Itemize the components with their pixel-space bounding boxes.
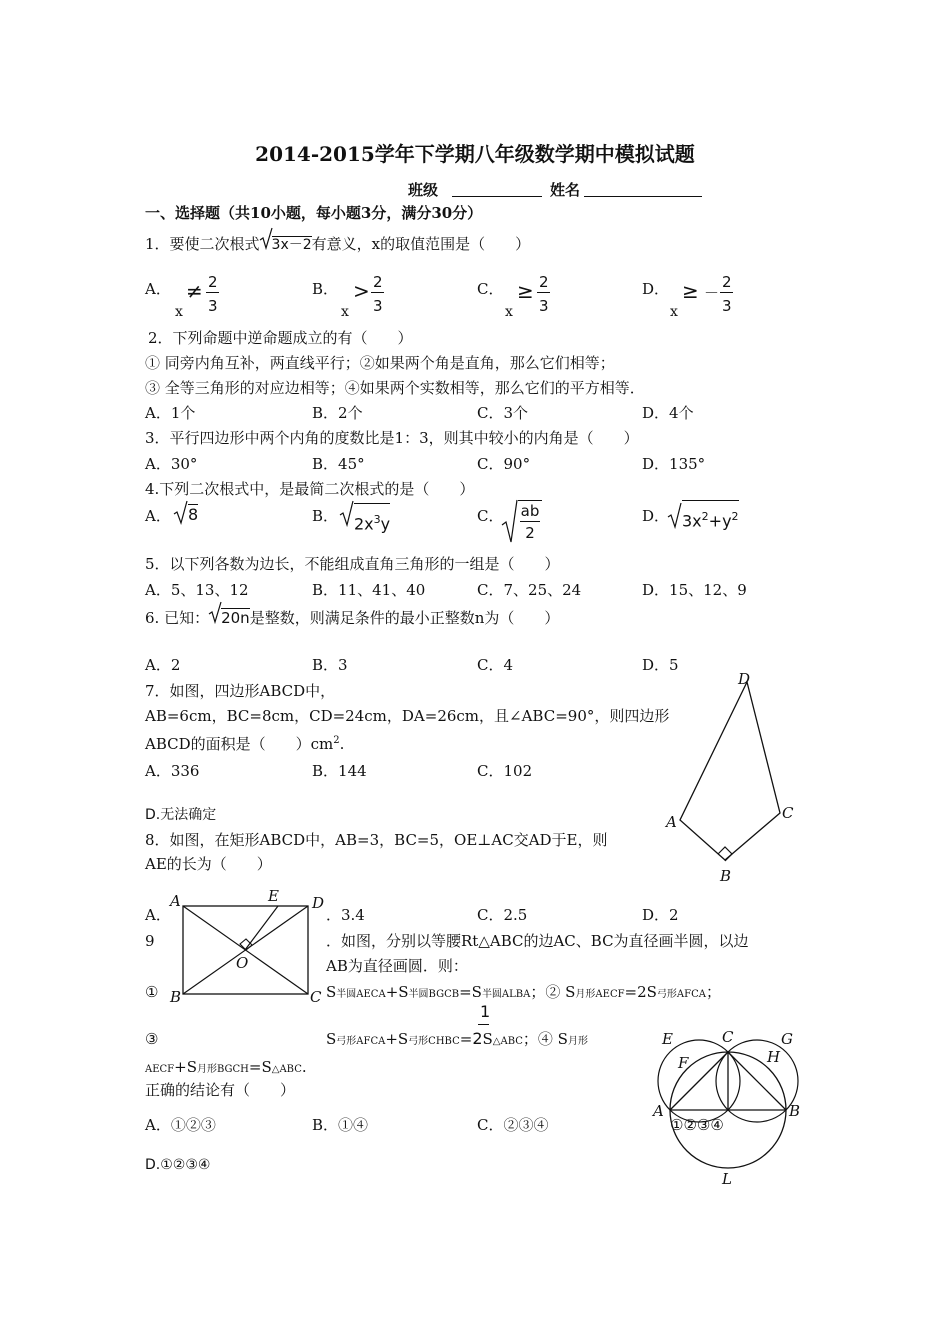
q6-prefix: 6. 已知： xyxy=(145,609,210,627)
q1-suffix: 有意义，x的取值范围是（ ） xyxy=(311,235,531,253)
q9-statement-3: S弓形AFCA+S弓形CHBC=2S△ABC；④ S月形 xyxy=(326,1029,588,1048)
q9-statement-4-cont: AECF+S月形BGCH=S△ABC. xyxy=(145,1058,307,1076)
q7-option-b[interactable]: B．144 xyxy=(312,762,367,780)
radical-sign-icon xyxy=(502,499,518,543)
q9-line1: ．如图，分别以等腰Rt△ABC的边AC、BC为直径画半圆，以边 xyxy=(326,932,749,950)
q7-option-c[interactable]: C．102 xyxy=(477,762,533,780)
section-heading: 一、选择题（共10小题，每小题3分，满分30分） xyxy=(145,204,483,222)
q5-option-c[interactable]: C．7、25、24 xyxy=(477,581,582,599)
q7-option-a[interactable]: A．336 xyxy=(145,762,200,780)
q8-label-e: E xyxy=(268,887,279,905)
q1-radicand: 3x－2 xyxy=(271,237,312,253)
q7-line3: ABCD的面积是（ ）$cm^2$. xyxy=(145,735,345,753)
q9-option-a[interactable]: A．①②③ xyxy=(145,1116,216,1134)
q6-option-a[interactable]: A．2 xyxy=(145,656,181,674)
page-title: 2014-2015学年下学期八年级数学期中模拟试题 xyxy=(255,142,695,166)
q2-option-d[interactable]: D．4个 xyxy=(642,404,694,422)
name-blank[interactable] xyxy=(584,180,702,202)
q7-label-c: C xyxy=(782,804,794,822)
q9-statement-3-marker: ③ xyxy=(145,1030,159,1048)
q2-option-c[interactable]: C．3个 xyxy=(477,404,529,422)
radical-sign-icon xyxy=(209,602,221,624)
q7-label-a: A xyxy=(666,813,677,831)
q9-option-b[interactable]: B．①④ xyxy=(312,1116,369,1134)
q3-option-b[interactable]: B．45° xyxy=(312,455,365,473)
q9-number: 9 xyxy=(145,932,155,950)
q9-label-c: C xyxy=(722,1028,734,1046)
q8-option-b[interactable]: ．3.4 xyxy=(326,906,365,924)
q6-option-c[interactable]: C．4 xyxy=(477,656,514,674)
q1-prefix: 1．要使二次根式 xyxy=(145,235,260,253)
q7-line2: AB=6cm，BC=8cm，CD=24cm，DA=26cm，且∠ABC=90°，则四边形 xyxy=(145,707,670,725)
q5-option-d[interactable]: D．15、12、9 xyxy=(642,581,747,599)
q9-label-a: A xyxy=(653,1102,664,1120)
q5-option-b[interactable]: B．11、41、40 xyxy=(312,581,426,599)
q9-half-numerator: 1 xyxy=(480,1002,491,1021)
radical-sign-icon xyxy=(668,502,682,528)
q3-option-d[interactable]: D．135° xyxy=(642,455,706,473)
radical-sign-icon xyxy=(340,500,354,526)
q9-option-c[interactable]: C．②③④ xyxy=(477,1116,549,1134)
q7-label-b: B xyxy=(720,867,732,885)
q3-option-a[interactable]: A．30° xyxy=(145,455,198,473)
radical-sign-icon xyxy=(260,228,272,250)
q9-label-b: B xyxy=(789,1102,801,1120)
q6-radicand: 20n xyxy=(221,609,250,627)
q9-label-g: G xyxy=(781,1030,793,1048)
q9-label-f: F xyxy=(678,1054,689,1072)
q9-option-d[interactable]: D.①②③④ xyxy=(145,1157,211,1173)
q2-line1: ① 同旁内角互补，两直线平行；②如果两个角是直角，那么它们相等； xyxy=(145,354,615,372)
q9-ask: 正确的结论有（ ） xyxy=(145,1081,296,1099)
q8-option-a[interactable]: A． xyxy=(145,906,171,924)
q6-option-b[interactable]: B．3 xyxy=(312,656,348,674)
q8-label-b: B xyxy=(170,988,182,1006)
q8-option-c[interactable]: C．2.5 xyxy=(477,906,528,924)
q4-stem: 4.下列二次根式中，是最简二次根式的是（ ） xyxy=(145,480,475,498)
q3-option-c[interactable]: C．90° xyxy=(477,455,531,473)
q5-option-a[interactable]: A．5、13、12 xyxy=(145,581,249,599)
q8-rectangle-figure xyxy=(168,887,328,1006)
q8-line2: AE的长为（ ） xyxy=(145,855,272,873)
q8-label-o: O xyxy=(236,954,249,972)
class-blank[interactable] xyxy=(452,180,542,202)
q9-label-l: L xyxy=(722,1170,732,1188)
q1-stem xyxy=(145,234,530,255)
q2-option-a[interactable]: A．1个 xyxy=(145,404,196,422)
q8-label-d: D xyxy=(312,894,325,912)
q2-stem: 2．下列命题中逆命题成立的有（ ） xyxy=(148,329,413,347)
q9-circle-figure xyxy=(650,1020,810,1190)
q7-option-d[interactable]: D.无法确定 xyxy=(145,807,217,823)
q9-label-e: E xyxy=(662,1030,673,1048)
q6-radical xyxy=(209,608,250,628)
q9-statement-1-marker: ① xyxy=(145,983,159,1001)
q6-stem xyxy=(145,608,559,628)
q8-label-a: A xyxy=(170,892,181,910)
q2-line2: ③ 全等三角形的对应边相等；④如果两个实数相等，那么它们的平方相等． xyxy=(145,379,645,397)
q8-label-c: C xyxy=(310,988,322,1006)
q9-statement-1: S半圆AECA+S半圆BGCB=S半圆ALBA；② S月形AECF=2S弓形AFCA； xyxy=(326,983,721,1001)
q6-suffix: 是整数，则满足条件的最小正整数n为（ ） xyxy=(249,609,560,627)
q2-option-b[interactable]: B．2个 xyxy=(312,404,363,422)
q8-option-d[interactable]: D．2 xyxy=(642,906,679,924)
q7-line1: 7．如图，四边形ABCD中， xyxy=(145,682,336,700)
name-label: 姓名 xyxy=(550,181,581,199)
q9-label-h: H xyxy=(767,1048,781,1066)
class-label: 班级 xyxy=(408,181,439,199)
q9-overlay-text: ①②③④ xyxy=(670,1116,724,1134)
q8-line1: 8．如图，在矩形ABCD中，AB=3，BC=5，OE⊥AC交AD于E，则 xyxy=(145,831,608,849)
q1-radical xyxy=(260,234,312,255)
q7-quadrilateral-figure xyxy=(660,670,800,885)
q7-label-d: D xyxy=(738,670,751,688)
q6-option-d[interactable]: D．5 xyxy=(642,656,679,674)
q5-stem: 5．以下列各数为边长，不能组成直角三角形的一组是（ ） xyxy=(145,555,560,573)
q3-stem: 3．平行四边形中两个内角的度数比是1：3，则其中较小的内角是（ ） xyxy=(145,429,639,447)
q9-line2: AB为直径画圆．则： xyxy=(326,957,468,975)
radical-sign-icon xyxy=(174,500,188,524)
